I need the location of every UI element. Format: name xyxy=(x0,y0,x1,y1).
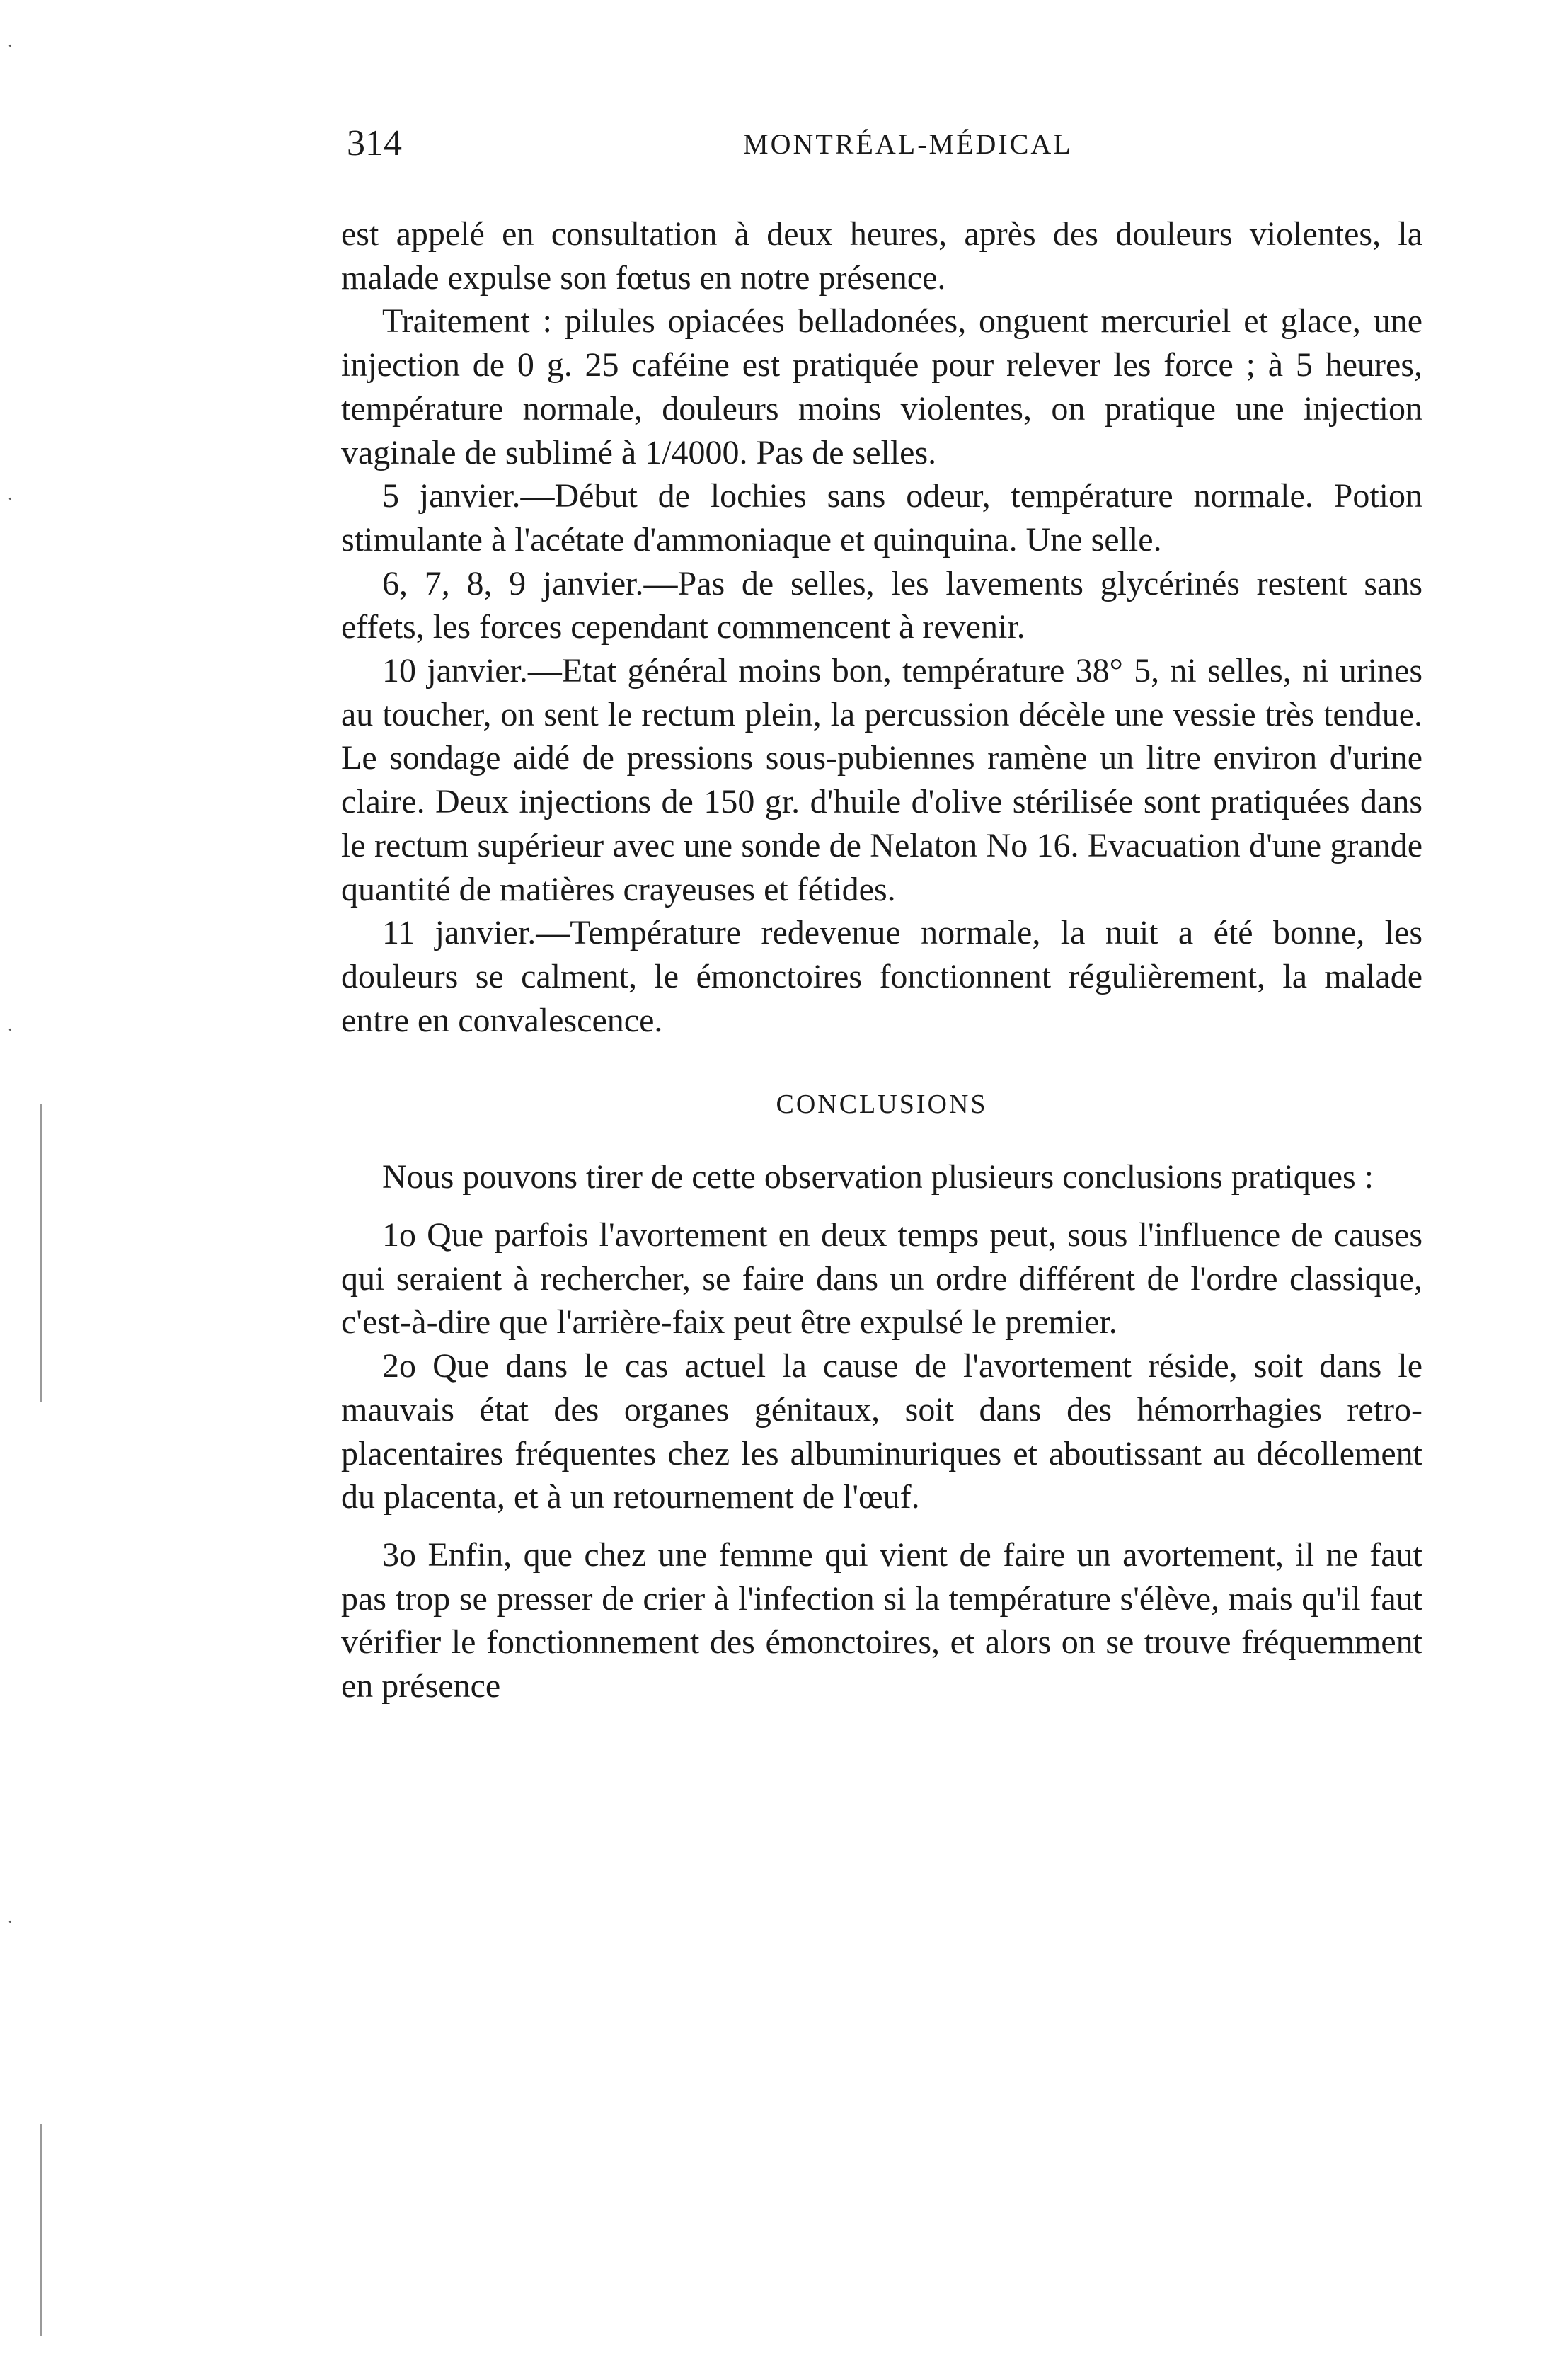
edge-mark: · xyxy=(7,35,13,56)
paragraph-conclusion-2: 2o Que dans le cas actuel la cause de l'avortement réside, soit dans le mauvais état des organes génitaux, soit dans des hémorrhagies retro-placentaires fréquentes chez les albuminuriques et aboutissant au décollement du placenta, et à un retournement de l'œuf. xyxy=(341,1347,1422,1516)
running-head xyxy=(347,119,1430,168)
paragraph-treatment: Traitement : pilules opiacées belladonées, onguent mercuriel et glace, une injection de 0 g. 25 caféine est pratiquée pour relever les force ; à 5 heures, température normale, douleurs moins violentes, on pratique une injection vaginale de sublimé à 1/4000. Pas de selles. xyxy=(341,302,1422,471)
paragraph-conclusion-3: 3o Enfin, que chez une femme qui vient de faire un avortement, il ne faut pas trop se presser de crier à l'infection si la température s'élève, mais qu'il faut vérifier le fonctionnement des émonctoires, et alors on se trouve fréquemment en présence xyxy=(341,1535,1422,1705)
page-number: 314 xyxy=(347,123,402,164)
body-text xyxy=(341,212,1422,1708)
paragraph-january-11: 11 janvier.—Température redevenue normale, la nuit a été bonne, les douleurs se calment, le émonctoires fonctionnent régulièrement, la malade entre en convalescence. xyxy=(341,914,1422,1039)
edge-mark: · xyxy=(7,1019,13,1040)
paragraph-continuation: est appelé en consultation à deux heures, après des douleurs violentes, la malade expulse son fœtus en notre présence. xyxy=(341,215,1422,297)
paragraph-january-6-9: 6, 7, 8, 9 janvier.—Pas de selles, les lavements glycérinés restent sans effets, les forces cependant commencent à revenir. xyxy=(341,564,1422,646)
paragraph-january-10: 10 janvier.—Etat général moins bon, température 38° 5, ni selles, ni urines au toucher, on sent le rectum plein, la percussion décèle une vessie très tendue. Le sondage aidé de pressions sous-pubiennes ramène un litre environ d'urine claire. Deux injections de 150 gr. d'huile d'olive stérilisée sont pratiquées dans le rectum supérieur avec une sonde de Nelaton No 16. Evacuation d'une grande quantité de matières crayeuses et fétides. xyxy=(341,652,1422,908)
paragraph-conclusion-1: 1o Que parfois l'avortement en deux temps peut, sous l'influence de causes qui seraient à rechercher, se faire dans un ordre différent de l'ordre classique, c'est-à-dire que l'arrière-faix peut être expulsé le premier. xyxy=(341,1216,1422,1341)
paragraph-january-5: 5 janvier.—Début de lochies sans odeur, température normale. Potion stimulante à l'acétate d'ammoniaque et quinquina. Une selle. xyxy=(341,477,1422,559)
binding-edge-marks xyxy=(0,0,57,2380)
edge-line xyxy=(40,2124,42,2336)
edge-mark: · xyxy=(7,1911,13,1932)
journal-title: MONTRÉAL-MÉDICAL xyxy=(743,128,1073,160)
edge-mark: · xyxy=(7,488,13,509)
edge-line xyxy=(40,1104,42,1402)
paragraph-conclusions-intro: Nous pouvons tirer de cette observation plusieurs conclusions pratiques : xyxy=(382,1158,1374,1196)
section-heading: CONCLUSIONS xyxy=(776,1089,988,1120)
